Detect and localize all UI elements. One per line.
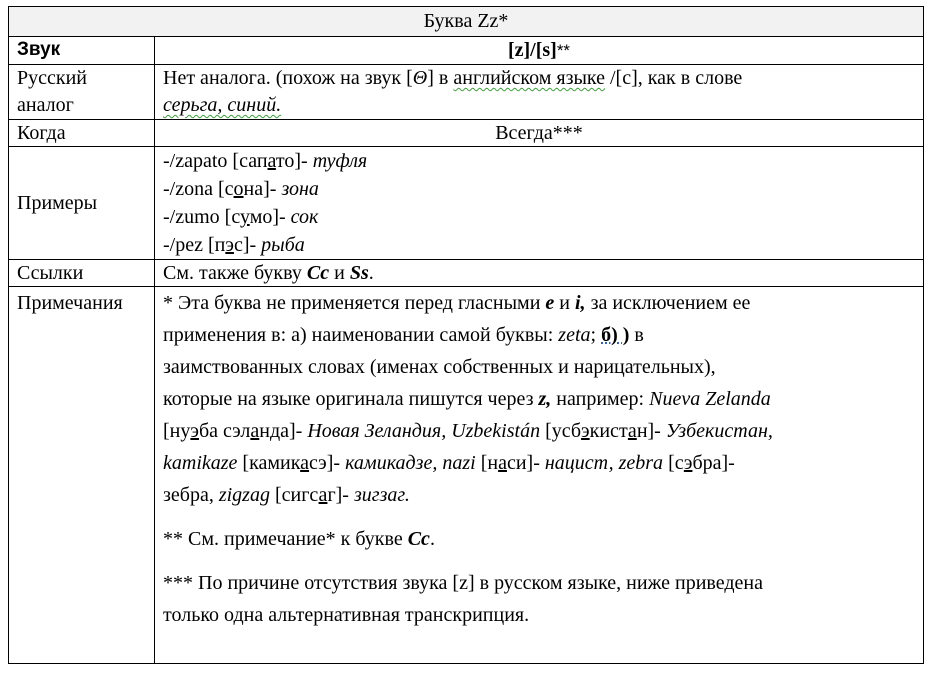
link-letter-ss: Ss [349,262,369,284]
links-and: и [329,262,350,284]
example-item: -/pez [пэс]- рыба [163,234,305,256]
example-item: -/zona [сона]- зона [163,178,319,200]
value-analog [155,65,924,120]
analog-text-1: Нет аналога. (похож на звук [ [163,67,413,89]
note-paragraph-2: ** См. примечание* к букве Cc. [163,528,435,550]
value-sound [155,37,924,65]
sound-s: [s] [535,39,557,61]
letter-table [8,6,924,664]
table-title: Буква Zz* [9,7,924,37]
analog-text-2: ] в [427,67,454,89]
sound-z: [z] [507,39,531,61]
row-links [9,260,924,287]
analog-example-words: серьга, синий. [163,94,282,116]
label-sound: Звук [9,37,155,65]
sound-slash: / [530,39,536,61]
analog-text-3: английском языке [453,67,605,89]
value-examples [155,147,924,260]
links-text: См. также букву [163,262,307,284]
link-letter-cc: Cc [306,262,330,284]
row-analog [9,65,924,120]
sound-stars: ** [556,41,571,60]
value-when: Всегда*** [155,120,924,147]
row-examples [9,147,924,260]
row-notes [9,287,924,664]
example-item: -/zumo [сумо]- сок [163,206,319,228]
row-when [9,120,924,147]
title-row [9,7,924,37]
note-paragraph-3: *** По причине отсутствия звука [z] в русском языке, ниже приведена только одна альтернативная транскрипция. [163,572,763,626]
note-paragraph-1: * Эта буква не применяется перед гласными e и i, за исключением ее применения в: а) наименовании самой буквы: zeta; б) ) в заимствованных словах (именах собственных и нарицательных), которые на языке оригинала пишутся через z, например: Nueva Zelanda [нуэба сэланда]- Новая Зеландия, Uzbekistán [усбэкистан]- Узбекистан, kamikaze [камикасэ]- камикадзе, nazi [наси]- нацист, zebra [сэбра]- зебра, zigzag [сигсаг]- зигзаг. [163,292,773,506]
label-analog-line1: Русский [17,67,87,89]
label-when: Когда [9,120,155,147]
row-sound [9,37,924,65]
label-examples: Примеры [9,147,155,260]
label-analog [9,65,155,120]
label-analog-line2: аналог [17,94,74,116]
label-links: Ссылки [9,260,155,287]
example-item: -/zapato [сапато]- туфля [163,150,368,172]
analog-text-4: /[с], как в слове [605,67,743,89]
analog-theta: Θ [412,67,428,89]
links-period: . [368,262,374,284]
value-links [155,260,924,287]
value-notes [155,287,924,664]
label-notes: Примечания [9,287,155,664]
